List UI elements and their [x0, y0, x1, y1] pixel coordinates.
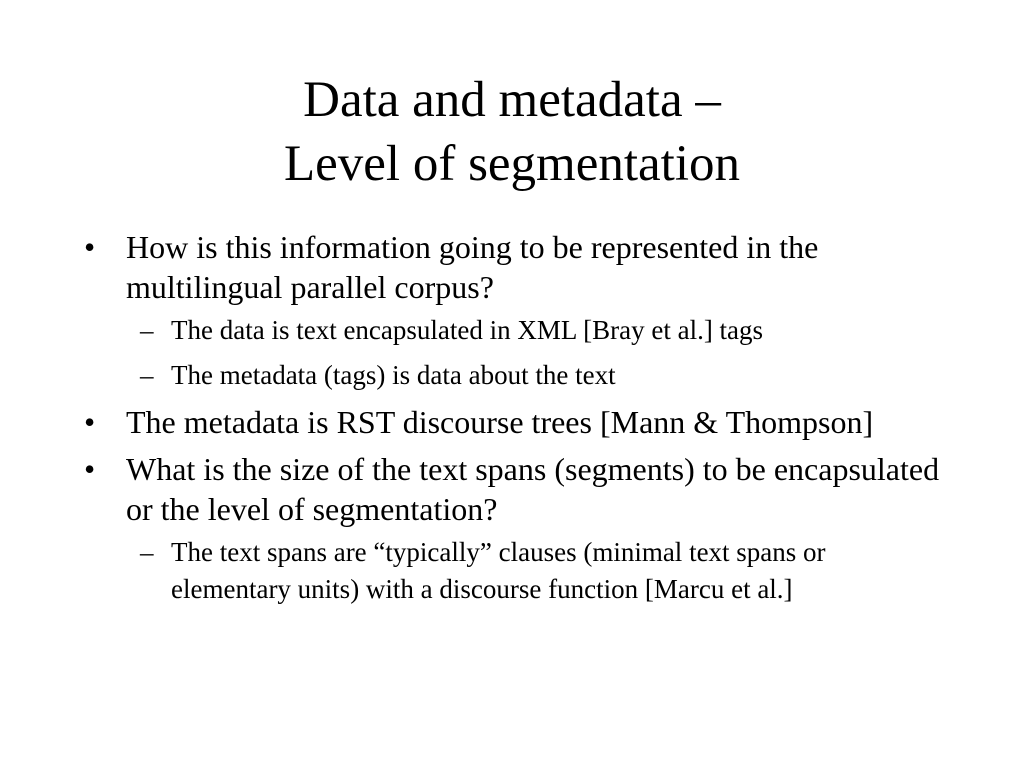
bullet-marker: •	[84, 451, 96, 487]
bullet-text: The metadata is RST discourse trees [Mann & Thompson]	[126, 404, 874, 440]
bullet-item	[84, 227, 964, 394]
bullet-marker: •	[84, 404, 96, 440]
sub-bullet-list	[126, 534, 964, 608]
sub-bullet-text: The metadata (tags) is data about the text	[171, 360, 616, 390]
slide-title	[0, 68, 1024, 196]
sub-bullet-item	[126, 534, 964, 608]
bullet-marker: •	[84, 229, 96, 265]
bullet-text: How is this information going to be represented in the multilingual parallel corpus?	[126, 229, 819, 305]
sub-bullet-text: The data is text encapsulated in XML [Bray et al.] tags	[171, 315, 764, 345]
bullet-item	[84, 402, 964, 442]
sub-bullet-marker: –	[140, 315, 154, 345]
slide-title-line-2: Level of segmentation	[283, 136, 740, 192]
sub-bullet-marker: –	[140, 537, 154, 567]
bullet-list	[84, 227, 964, 616]
slide-title-line-1: Data and metadata –	[303, 72, 721, 128]
sub-bullet-text: The text spans are “typically” clauses (minimal text spans or elementary units) with a discourse function [Marcu et al.]	[171, 537, 826, 604]
bullet-text: What is the size of the text spans (segments) to be encapsulated or the level of segmentation?	[126, 451, 940, 527]
sub-bullet-item	[126, 312, 964, 349]
sub-bullet-item	[126, 357, 964, 394]
sub-bullet-marker: –	[140, 360, 154, 390]
sub-bullet-list	[126, 312, 964, 394]
bullet-item	[84, 449, 964, 608]
